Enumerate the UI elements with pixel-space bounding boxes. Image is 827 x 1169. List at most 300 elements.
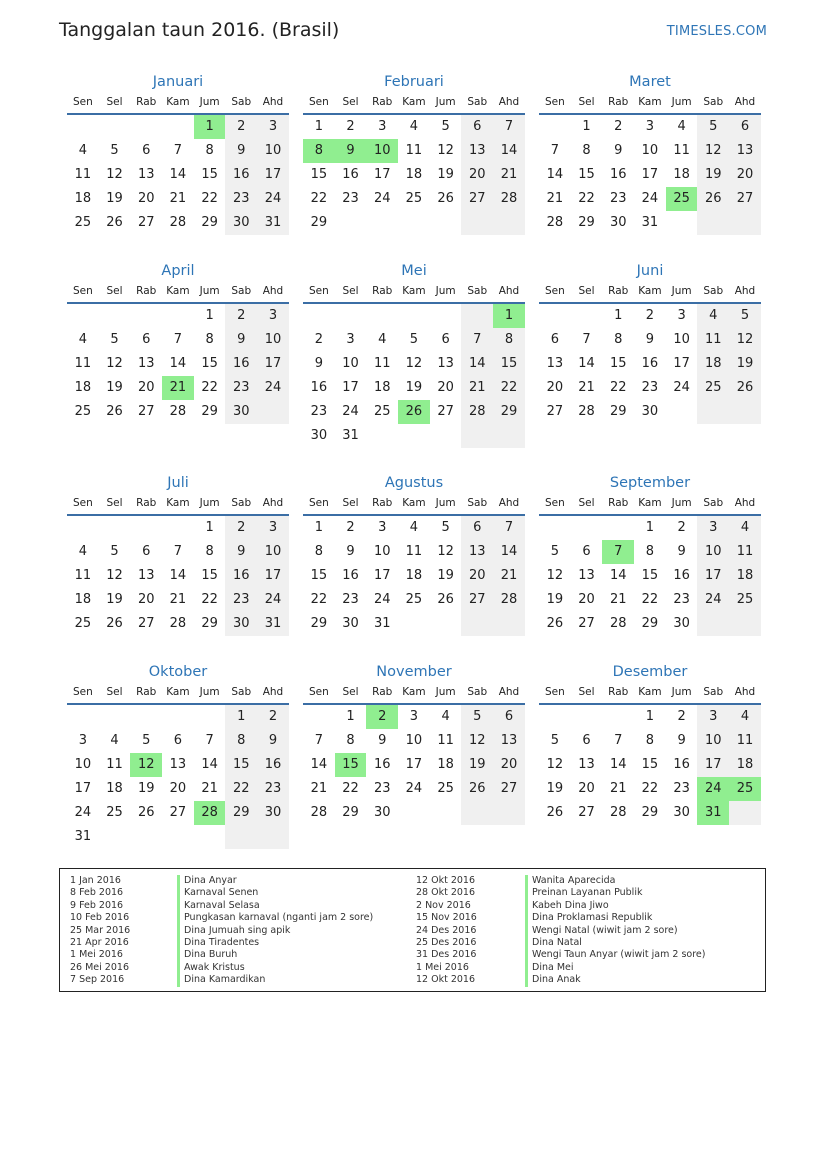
empty-cell	[571, 304, 603, 328]
empty-cell	[697, 211, 729, 235]
day-cell: 11	[673, 143, 690, 158]
day-cell: 20	[137, 191, 155, 206]
empty-cell	[461, 424, 493, 448]
legend-names-left	[177, 875, 373, 987]
holiday-name: Dina Anak	[525, 974, 705, 986]
empty-cell	[430, 424, 462, 448]
holiday-date: 25 Des 2016	[416, 936, 477, 948]
day-cell: 8	[303, 139, 335, 163]
weekday-label: Jum	[199, 686, 220, 698]
weekday-header	[67, 495, 289, 516]
weekday-label: Ahd	[262, 96, 284, 108]
day-cell: 8	[493, 328, 525, 352]
holiday-date: 28 Okt 2016	[416, 887, 476, 899]
month-juni	[539, 259, 761, 424]
holiday-name: Dina Tiradentes	[177, 937, 373, 949]
day-cell: 1	[582, 119, 591, 134]
week-row	[539, 516, 761, 540]
page-title: Tanggalan taun 2016. (Brasil)	[59, 19, 340, 41]
day-cell: 8	[645, 733, 655, 748]
empty-cell	[130, 304, 162, 328]
day-cell: 23	[225, 187, 257, 211]
empty-cell	[666, 211, 698, 235]
day-cell: 13	[137, 356, 155, 371]
empty-cell	[430, 304, 462, 328]
week-row	[67, 753, 289, 777]
empty-cell	[366, 304, 398, 328]
day-cell: 21	[310, 781, 328, 796]
day-cell: 4	[409, 119, 419, 134]
day-cell: 10	[697, 540, 729, 564]
empty-cell	[67, 304, 99, 328]
day-cell: 19	[405, 380, 423, 395]
weekday-label: Jum	[671, 96, 692, 108]
week-row	[67, 400, 289, 424]
day-cell: 23	[310, 404, 328, 419]
day-cell: 7	[550, 143, 559, 158]
weekday-header	[303, 684, 525, 705]
week-row	[303, 424, 525, 448]
day-cell: 8	[582, 143, 591, 158]
day-cell: 27	[578, 805, 595, 820]
day-cell: 4	[378, 332, 387, 347]
day-cell: 18	[74, 191, 92, 206]
week-row	[67, 163, 289, 187]
day-cell: 23	[673, 781, 690, 796]
day-cell: 5	[441, 119, 450, 134]
day-cell: 27	[169, 805, 187, 820]
day-cell: 26	[398, 400, 430, 424]
month-juli	[67, 471, 289, 636]
day-cell: 2	[614, 119, 623, 134]
weekday-label: Sab	[703, 96, 724, 108]
day-cell: 27	[578, 616, 595, 631]
day-cell: 11	[405, 143, 423, 158]
day-cell: 19	[546, 592, 564, 607]
day-cell: 29	[342, 805, 359, 820]
week-row	[539, 376, 761, 400]
empty-cell	[539, 115, 571, 139]
week-row	[303, 588, 525, 612]
week-row	[67, 328, 289, 352]
day-cell: 31	[257, 612, 289, 636]
weekday-label: Kam	[166, 285, 190, 297]
day-cell: 12	[729, 328, 761, 352]
day-cell: 13	[137, 167, 155, 182]
day-cell: 27	[137, 404, 155, 419]
day-cell: 14	[493, 540, 525, 564]
day-cell: 14	[310, 757, 328, 772]
day-cell: 23	[609, 191, 627, 206]
empty-cell	[398, 801, 430, 825]
day-cell: 7	[493, 115, 525, 139]
week-row	[303, 516, 525, 540]
day-cell: 26	[106, 215, 123, 230]
holiday-name: Kabeh Dina Jiwo	[525, 900, 705, 912]
day-cell: 5	[550, 544, 559, 559]
day-cell: 4	[409, 520, 419, 535]
day-cell: 9	[346, 544, 355, 559]
day-cell: 17	[405, 757, 423, 772]
day-cell: 22	[609, 380, 627, 395]
holiday-name: Dina Kamardikan	[177, 974, 373, 986]
day-cell: 17	[373, 568, 391, 583]
day-cell: 28	[194, 801, 226, 825]
week-row	[303, 729, 525, 753]
day-cell: 5	[110, 332, 119, 347]
day-cell: 22	[342, 781, 359, 796]
day-cell: 10	[641, 143, 659, 158]
day-cell: 25	[74, 215, 92, 230]
day-cell: 1	[614, 308, 623, 323]
weekday-label: Sen	[308, 686, 329, 698]
empty-cell	[697, 400, 729, 424]
day-cell: 3	[346, 332, 355, 347]
day-cell: 24	[74, 805, 92, 820]
day-cell: 4	[729, 516, 761, 540]
day-cell: 18	[437, 757, 454, 772]
day-cell: 15	[201, 167, 218, 182]
day-cell: 5	[550, 733, 559, 748]
weekday-label: Rab	[372, 497, 393, 509]
day-cell: 7	[314, 733, 323, 748]
day-cell: 2	[677, 520, 686, 535]
day-cell: 12	[437, 544, 454, 559]
holiday-date: 7 Sep 2016	[70, 974, 125, 986]
day-cell: 16	[225, 163, 257, 187]
empty-cell	[130, 115, 162, 139]
empty-cell	[162, 825, 194, 849]
weekday-label: Ahd	[498, 497, 520, 509]
day-cell: 14	[461, 352, 493, 376]
week-row	[539, 777, 761, 801]
day-cell: 22	[310, 592, 328, 607]
day-cell: 2	[677, 709, 686, 724]
day-cell: 22	[201, 592, 218, 607]
weekday-label: Sel	[106, 285, 123, 297]
holiday-name: Wanita Aparecida	[525, 875, 705, 887]
day-cell: 3	[257, 115, 289, 139]
day-cell: 22	[641, 592, 659, 607]
weekday-label: Sab	[703, 497, 724, 509]
weekday-label: Sel	[578, 285, 595, 297]
week-row	[539, 588, 761, 612]
empty-cell	[225, 825, 257, 849]
month-name: Oktober	[148, 664, 208, 680]
holiday-date: 10 Feb 2016	[70, 912, 130, 924]
day-cell: 30	[609, 215, 627, 230]
holiday-name: Dina Natal	[525, 937, 705, 949]
weekday-label: Sab	[231, 497, 252, 509]
weekday-label: Ahd	[498, 686, 520, 698]
day-cell: 15	[225, 753, 257, 777]
week-row	[303, 753, 525, 777]
day-cell: 14	[546, 167, 564, 182]
day-cell: 23	[342, 191, 359, 206]
day-cell: 22	[201, 380, 218, 395]
week-row	[303, 801, 525, 825]
day-cell: 27	[137, 616, 155, 631]
day-cell: 12	[461, 729, 493, 753]
day-cell: 30	[225, 211, 257, 235]
day-cell: 17	[697, 753, 729, 777]
day-cell: 12	[405, 356, 423, 371]
empty-cell	[539, 516, 571, 540]
day-cell: 4	[78, 143, 87, 158]
day-cell: 1	[645, 709, 655, 724]
day-cell: 27	[461, 588, 493, 612]
day-cell: 20	[729, 163, 761, 187]
day-cell: 27	[729, 187, 761, 211]
empty-cell	[335, 211, 367, 235]
day-cell: 15	[335, 753, 367, 777]
day-cell: 30	[257, 801, 289, 825]
weekday-header	[539, 283, 761, 304]
weekday-label: Kam	[638, 686, 662, 698]
day-cell: 25	[405, 592, 423, 607]
day-cell: 10	[697, 729, 729, 753]
day-cell: 31	[257, 211, 289, 235]
day-cell: 7	[173, 332, 183, 347]
day-cell: 23	[641, 380, 659, 395]
day-cell: 4	[677, 119, 686, 134]
weekday-label: Kam	[638, 96, 662, 108]
brand-link[interactable]: TIMESLES.COM	[666, 24, 767, 39]
empty-cell	[366, 211, 398, 235]
day-cell: 30	[342, 616, 359, 631]
month-name: November	[376, 664, 452, 680]
empty-cell	[257, 825, 289, 849]
month-name: September	[609, 475, 691, 491]
weekday-label: Rab	[608, 686, 629, 698]
holiday-name: Dina Proklamasi Republik	[525, 912, 705, 924]
weekday-label: Sel	[106, 686, 123, 698]
weekday-label: Kam	[166, 497, 190, 509]
holiday-name: Dina Buruh	[177, 949, 373, 961]
week-row	[303, 540, 525, 564]
day-cell: 9	[225, 139, 257, 163]
day-cell: 3	[697, 516, 729, 540]
day-cell: 19	[437, 568, 454, 583]
weekday-label: Sel	[106, 96, 123, 108]
day-cell: 15	[641, 757, 659, 772]
day-cell: 4	[441, 709, 450, 724]
day-cell: 6	[461, 516, 493, 540]
day-cell: 1	[645, 520, 655, 535]
day-cell: 6	[142, 544, 151, 559]
weekday-header	[67, 94, 289, 115]
day-cell: 11	[405, 544, 423, 559]
empty-cell	[461, 211, 493, 235]
day-cell: 3	[257, 304, 289, 328]
month-name: Februari	[384, 74, 444, 90]
day-cell: 30	[641, 404, 659, 419]
empty-cell	[729, 211, 761, 235]
weekday-label: Rab	[136, 686, 157, 698]
weekday-label: Ahd	[734, 497, 756, 509]
empty-cell	[430, 211, 462, 235]
empty-cell	[130, 705, 162, 729]
empty-cell	[539, 705, 571, 729]
day-cell: 2	[314, 332, 323, 347]
day-cell: 17	[641, 167, 659, 182]
day-cell: 8	[314, 544, 323, 559]
weekday-label: Rab	[608, 497, 629, 509]
empty-cell	[430, 801, 462, 825]
week-row	[67, 211, 289, 235]
day-cell: 23	[673, 592, 690, 607]
day-cell: 18	[673, 167, 690, 182]
week-row	[303, 400, 525, 424]
month-name: Januari	[152, 74, 204, 90]
day-cell: 14	[169, 568, 187, 583]
weekday-label: Rab	[136, 96, 157, 108]
day-cell: 29	[578, 215, 595, 230]
day-cell: 3	[677, 308, 686, 323]
day-cell: 21	[493, 163, 525, 187]
legend-dates-right	[416, 875, 477, 987]
day-cell: 28	[493, 187, 525, 211]
weekday-label: Ahd	[262, 285, 284, 297]
day-cell: 6	[582, 733, 591, 748]
day-cell: 24	[641, 191, 659, 206]
month-name: Desember	[612, 664, 688, 680]
weekday-label: Sab	[703, 285, 724, 297]
legend-names-right	[525, 875, 705, 987]
day-cell: 23	[373, 781, 391, 796]
weekday-label: Sen	[544, 285, 565, 297]
day-cell: 28	[169, 616, 187, 631]
weekday-header	[539, 495, 761, 516]
day-cell: 22	[225, 777, 257, 801]
weekday-header	[303, 283, 525, 304]
day-cell: 24	[373, 191, 391, 206]
weekday-label: Kam	[402, 96, 426, 108]
day-cell: 8	[614, 332, 623, 347]
week-row	[303, 187, 525, 211]
holiday-name: Pungkasan karnaval (nganti jam 2 sore)	[177, 912, 373, 924]
day-cell: 24	[405, 781, 423, 796]
empty-cell	[335, 304, 367, 328]
holiday-name: Preinan Layanan Publik	[525, 887, 705, 899]
day-cell: 2	[225, 516, 257, 540]
empty-cell	[571, 705, 603, 729]
holiday-date: 12 Okt 2016	[416, 974, 476, 986]
holiday-name: Dina Mei	[525, 962, 705, 974]
weekday-label: Jum	[435, 686, 456, 698]
holiday-name: Karnaval Senen	[177, 887, 373, 899]
weekday-header	[303, 94, 525, 115]
day-cell: 9	[614, 143, 623, 158]
weekday-label: Ahd	[734, 686, 756, 698]
weekday-label: Kam	[402, 497, 426, 509]
day-cell: 24	[342, 404, 359, 419]
day-cell: 7	[173, 544, 183, 559]
weekday-label: Sen	[544, 96, 565, 108]
day-cell: 31	[697, 801, 729, 825]
weekday-label: Sel	[342, 497, 359, 509]
day-cell: 19	[546, 781, 564, 796]
empty-cell	[162, 705, 194, 729]
day-cell: 21	[609, 592, 627, 607]
day-cell: 6	[550, 332, 559, 347]
empty-cell	[303, 705, 335, 729]
week-row	[67, 516, 289, 540]
day-cell: 28	[169, 404, 187, 419]
day-cell: 2	[257, 705, 289, 729]
empty-cell	[539, 304, 571, 328]
day-cell: 19	[697, 163, 729, 187]
day-cell: 1	[225, 705, 257, 729]
week-row	[539, 328, 761, 352]
day-cell: 12	[546, 568, 564, 583]
weekday-label: Sab	[231, 285, 252, 297]
day-cell: 28	[578, 404, 595, 419]
weekday-label: Sel	[342, 285, 359, 297]
weekday-label: Sab	[231, 686, 252, 698]
day-cell: 13	[137, 568, 155, 583]
day-cell: 1	[205, 520, 214, 535]
day-cell: 7	[493, 516, 525, 540]
holiday-date: 12 Okt 2016	[416, 875, 476, 886]
holiday-date: 26 Mei 2016	[70, 961, 129, 973]
weekday-header	[539, 94, 761, 115]
day-cell: 6	[142, 332, 151, 347]
day-cell: 16	[609, 167, 627, 182]
day-cell: 21	[546, 191, 564, 206]
day-cell: 17	[697, 564, 729, 588]
day-cell: 5	[110, 544, 119, 559]
day-cell: 14	[201, 757, 218, 772]
weekday-label: Kam	[166, 686, 190, 698]
weekday-label: Sel	[342, 96, 359, 108]
holiday-date: 8 Feb 2016	[70, 887, 124, 899]
empty-cell	[729, 801, 761, 825]
weekday-label: Sab	[467, 497, 488, 509]
day-cell: 9	[335, 139, 367, 163]
day-cell: 2	[346, 119, 355, 134]
day-cell: 1	[314, 520, 323, 535]
day-cell: 10	[366, 139, 398, 163]
day-cell: 25	[666, 187, 698, 211]
day-cell: 29	[310, 215, 328, 230]
day-cell: 6	[729, 115, 761, 139]
weekday-label: Sab	[467, 285, 488, 297]
day-cell: 28	[493, 588, 525, 612]
day-cell: 27	[461, 187, 493, 211]
week-row	[67, 777, 289, 801]
day-cell: 9	[225, 540, 257, 564]
day-cell: 8	[645, 544, 655, 559]
holiday-date: 24 Des 2016	[416, 924, 477, 936]
day-cell: 6	[461, 115, 493, 139]
day-cell: 1	[346, 709, 355, 724]
day-cell: 31	[342, 428, 359, 443]
day-cell: 28	[546, 215, 564, 230]
holiday-name: Dina Jumuah sing apik	[177, 925, 373, 937]
day-cell: 15	[201, 356, 218, 371]
weekday-label: Kam	[638, 285, 662, 297]
empty-cell	[130, 825, 162, 849]
empty-cell	[461, 612, 493, 636]
day-cell: 19	[437, 167, 454, 182]
day-cell: 3	[78, 733, 87, 748]
day-cell: 29	[641, 805, 659, 820]
weekday-label: Jum	[199, 497, 220, 509]
day-cell: 23	[225, 376, 257, 400]
month-name: Maret	[629, 74, 671, 90]
week-row	[539, 564, 761, 588]
